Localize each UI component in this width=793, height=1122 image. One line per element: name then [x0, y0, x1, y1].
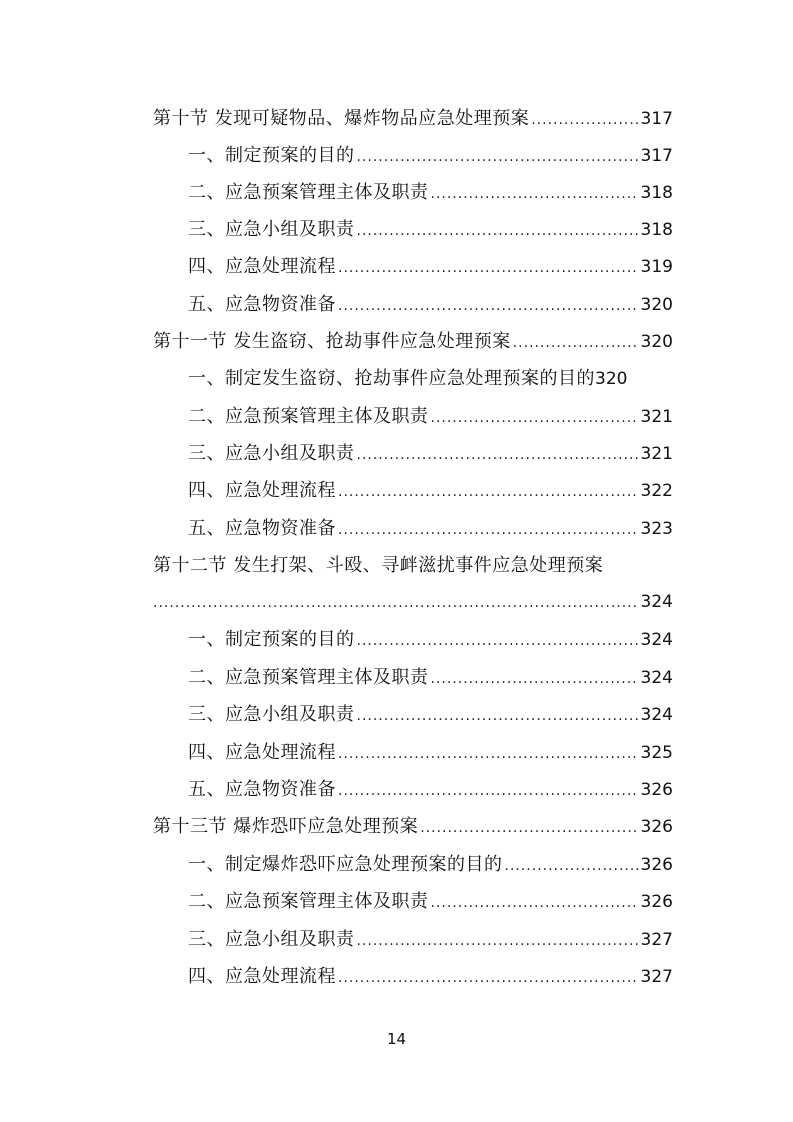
toc-leader	[431, 661, 639, 698]
toc-title: 二、应急预案管理主体及职责	[188, 891, 429, 912]
toc-page: 324	[640, 705, 673, 725]
toc-leader	[338, 736, 639, 773]
toc-title: 一、制定发生盗窃、抢劫事件应急处理预案的目的	[188, 368, 595, 389]
toc-item[interactable]	[188, 510, 673, 547]
toc-page: 320	[640, 332, 673, 352]
toc-leader	[357, 698, 639, 735]
toc-item[interactable]	[188, 659, 673, 696]
toc-leader	[338, 288, 639, 325]
toc-title: 四、应急处理流程	[188, 256, 336, 277]
toc-section[interactable]	[153, 808, 673, 845]
toc-leader	[338, 773, 639, 810]
toc-leader	[357, 437, 639, 474]
toc-page: 327	[640, 967, 673, 987]
toc-page: 321	[640, 444, 673, 464]
toc-title: 三、应急小组及职责	[188, 219, 355, 240]
toc-page: 325	[640, 743, 673, 763]
toc-title: 五、应急物资准备	[188, 294, 336, 315]
page-number: 14	[386, 1030, 407, 1048]
toc-item[interactable]	[188, 137, 673, 174]
toc-title: 二、应急预案管理主体及职责	[188, 406, 429, 427]
toc-page: 321	[640, 407, 673, 427]
toc-item[interactable]	[188, 696, 673, 733]
toc-title: 四、应急处理流程	[188, 742, 336, 763]
toc-leader	[431, 400, 639, 437]
toc-title: 第十二节 发生打架、斗殴、寻衅滋扰事件应急处理预案	[153, 555, 604, 576]
toc-leader	[338, 250, 639, 287]
toc-item[interactable]	[188, 846, 673, 883]
toc-leader	[153, 585, 639, 622]
toc-title: 一、制定爆炸恐吓应急处理预案的目的	[188, 854, 503, 875]
toc-item[interactable]	[188, 958, 673, 995]
toc-title: 三、应急小组及职责	[188, 704, 355, 725]
toc-title: 一、制定预案的目的	[188, 629, 355, 650]
toc-page: 323	[640, 519, 673, 539]
toc-page: 317	[640, 109, 673, 129]
toc-title: 五、应急物资准备	[188, 518, 336, 539]
toc-page: 327	[640, 930, 673, 950]
toc-leader	[420, 810, 638, 847]
toc-page: 318	[640, 183, 673, 203]
toc-page: 324	[640, 630, 673, 650]
toc-page: 326	[640, 892, 673, 912]
toc-title: 一、制定预案的目的	[188, 145, 355, 166]
toc-page: 326	[640, 780, 673, 800]
toc-leader	[357, 213, 639, 250]
toc-item[interactable]	[188, 472, 673, 509]
toc-leader	[338, 960, 639, 997]
toc-leader	[357, 923, 639, 960]
toc-item[interactable]	[188, 621, 673, 658]
toc-page: 317	[640, 146, 673, 166]
toc-item[interactable]	[188, 883, 673, 920]
toc-page: 326	[640, 855, 673, 875]
toc-section[interactable]	[153, 323, 673, 360]
toc-page: 324	[640, 668, 673, 688]
toc-page: 324	[640, 592, 673, 612]
toc-title: 第十一节 发生盗窃、抢劫事件应急处理预案	[153, 331, 511, 352]
toc-item[interactable]	[188, 921, 673, 958]
toc-page: 320	[640, 295, 673, 315]
toc-leader	[431, 176, 639, 213]
toc-title: 四、应急处理流程	[188, 480, 336, 501]
toc-title: 四、应急处理流程	[188, 966, 336, 987]
toc-leader	[338, 512, 639, 549]
toc-item[interactable]	[188, 734, 673, 771]
toc-item[interactable]	[188, 435, 673, 472]
toc-page: 322	[640, 481, 673, 501]
toc-leader	[357, 623, 639, 660]
toc-item[interactable]	[188, 771, 673, 808]
toc-title: 二、应急预案管理主体及职责	[188, 182, 429, 203]
toc-title: 三、应急小组及职责	[188, 929, 355, 950]
toc-leader	[431, 885, 639, 922]
toc-leader	[531, 102, 638, 139]
toc-page: 320	[595, 369, 628, 389]
toc-page: 318	[640, 220, 673, 240]
toc-section-continuation[interactable]	[153, 584, 673, 621]
toc-item[interactable]	[188, 398, 673, 435]
toc-page: 319	[640, 257, 673, 277]
toc-item[interactable]	[188, 360, 673, 397]
toc-item[interactable]	[188, 211, 673, 248]
toc-leader	[338, 474, 639, 511]
toc-page: 326	[640, 817, 673, 837]
toc-item[interactable]	[188, 286, 673, 323]
toc-leader	[357, 139, 639, 176]
toc-leader	[513, 325, 639, 362]
toc-title: 三、应急小组及职责	[188, 443, 355, 464]
toc-item[interactable]	[188, 248, 673, 285]
toc-title: 第十节 发现可疑物品、爆炸物品应急处理预案	[153, 108, 530, 129]
toc-title: 五、应急物资准备	[188, 779, 336, 800]
toc-item[interactable]	[188, 174, 673, 211]
toc-title: 第十三节 爆炸恐吓应急处理预案	[153, 816, 419, 837]
toc-section[interactable]	[153, 547, 673, 584]
toc-section[interactable]	[153, 100, 673, 137]
toc-title: 二、应急预案管理主体及职责	[188, 667, 429, 688]
toc-leader	[505, 848, 639, 885]
